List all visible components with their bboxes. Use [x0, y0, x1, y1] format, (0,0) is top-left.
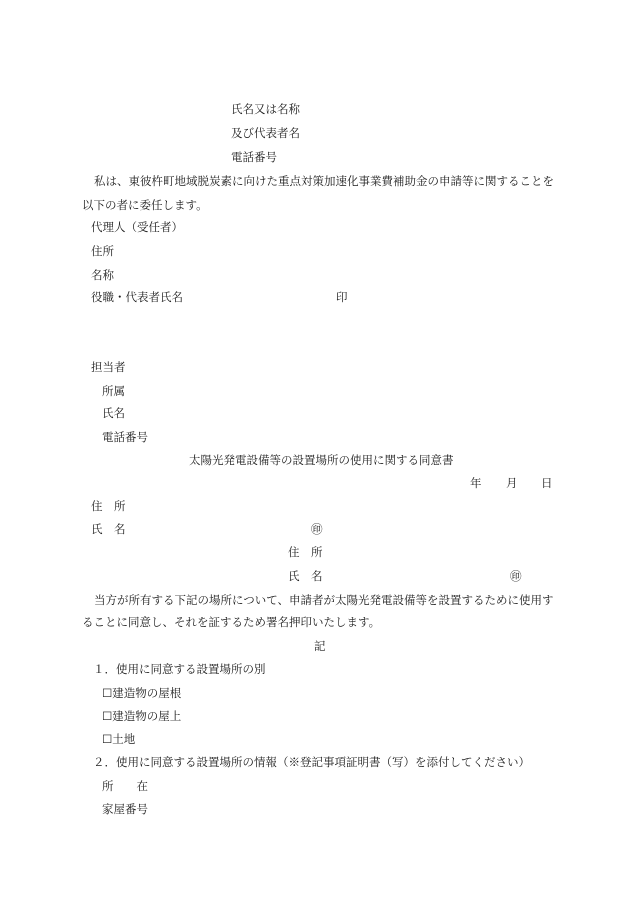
- date-year: 年: [470, 476, 482, 490]
- consent-statement-line1: 当方が所有する下記の場所について、申請者が太陽光発電設備等を設置するために使用す: [94, 593, 554, 607]
- agent-heading: 代理人（受任者）: [91, 220, 183, 234]
- consenter-seal: ㊞: [510, 569, 522, 583]
- agent-rep-title-label: 役職・代表者氏名: [91, 290, 183, 304]
- applicant-rep-label: 及び代表者名: [231, 126, 300, 140]
- ki-heading: 記: [314, 639, 326, 653]
- location-label: 所 在: [102, 779, 148, 793]
- consenter-name-label: 氏 名: [288, 569, 323, 583]
- contact-name-label: 氏名: [102, 406, 125, 420]
- contact-department-label: 所属: [102, 384, 125, 398]
- contact-phone-label: 電話番号: [102, 430, 148, 444]
- delegation-statement-line2: 以下の者に委任します。: [82, 198, 208, 212]
- consenter-address-label: 住 所: [288, 545, 323, 559]
- applicant-name-label: 氏名又は名称: [231, 102, 300, 116]
- addressee-seal: ㊞: [311, 522, 323, 536]
- date-day: 日: [541, 476, 553, 490]
- consent-statement-line2: ることに同意し、それを証するため署名押印いたします。: [82, 615, 381, 629]
- delegation-statement-line1: 私は、東彼杵町地域脱炭素に向けた重点対策加速化事業費補助金の申請等に関することを: [94, 174, 554, 188]
- consent-title: 太陽光発電設備等の設置場所の使用に関する同意書: [189, 453, 454, 467]
- addressee-name-label: 氏 名: [91, 522, 126, 536]
- addressee-address-label: 住 所: [91, 499, 126, 513]
- option-land: ☐土地: [102, 732, 136, 746]
- applicant-phone-label: 電話番号: [231, 150, 277, 164]
- item2-heading: ２．使用に同意する設置場所の情報（※登記事項証明書（写）を添付してください）: [93, 755, 530, 769]
- agent-name-label: 名称: [91, 268, 114, 282]
- item1-heading: １．使用に同意する設置場所の別: [93, 662, 266, 676]
- agent-seal-label: 印: [336, 290, 348, 304]
- date-month: 月: [506, 476, 518, 490]
- agent-address-label: 住所: [91, 244, 114, 258]
- option-building-rooftop: ☐建造物の屋上: [102, 709, 182, 723]
- option-building-roof: ☐建造物の屋根: [102, 686, 182, 700]
- house-number-label: 家屋番号: [102, 802, 148, 816]
- contact-heading: 担当者: [91, 360, 126, 374]
